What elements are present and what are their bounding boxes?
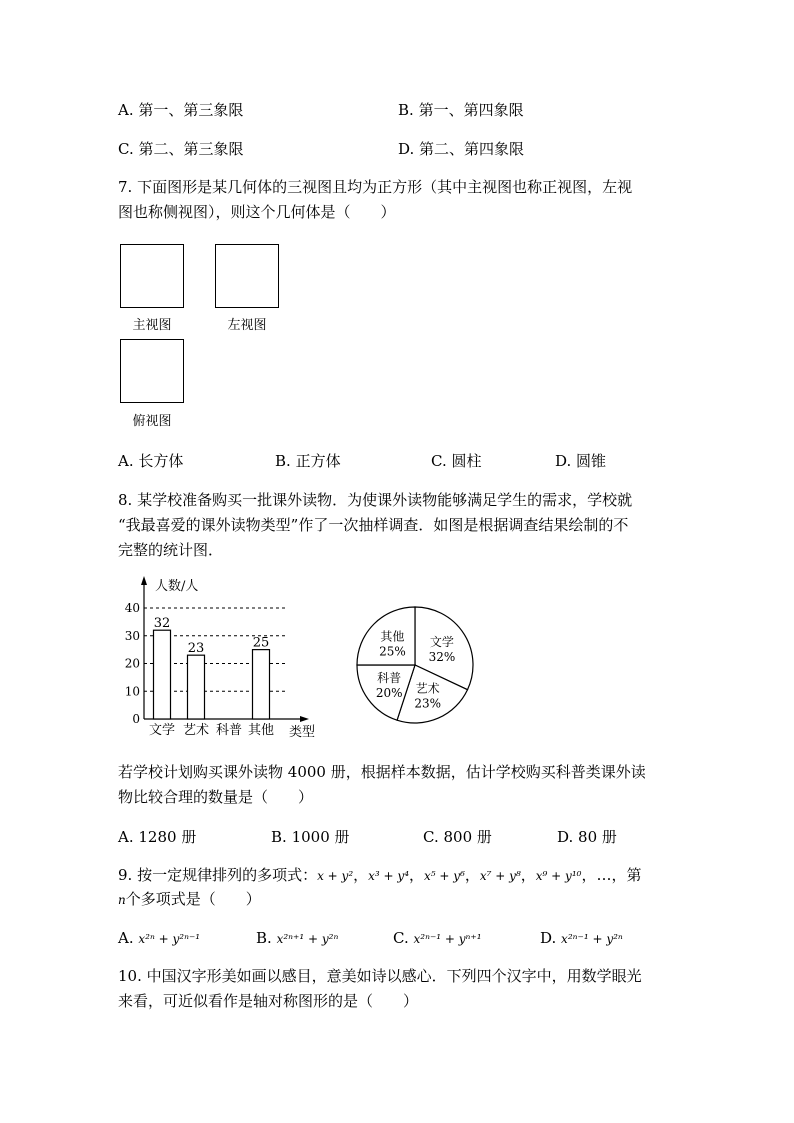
y-axis-label: 人数/人: [155, 579, 199, 594]
q7-option-b: B. 正方体: [275, 452, 341, 470]
pie-slice-name: 其他: [380, 629, 405, 644]
q8-option-d: D. 80 册: [557, 828, 617, 846]
bar-chart: [110, 572, 325, 742]
x-category-label: 科普: [215, 723, 243, 738]
pie-slice-percent: 20%: [375, 685, 403, 700]
x-category-label: 艺术: [182, 723, 210, 738]
front-view-square: [120, 244, 184, 308]
top-view-caption: 俯视图: [132, 414, 172, 429]
q10-stem-line2: 来看，可近似看作是轴对称图形的是（ ）: [118, 992, 419, 1010]
q9-option-b: B. x²ⁿ⁺¹ + y²ⁿ: [256, 929, 339, 947]
pie-slice-name: 艺术: [415, 681, 440, 696]
q9-stem-line2: n个多项式是（ ）: [118, 890, 261, 908]
bar-value-label: 32: [153, 616, 171, 632]
bar-2: [188, 655, 205, 719]
y-tick-label: 0: [132, 712, 140, 726]
q9-term: x⁷ + y⁸: [479, 869, 521, 883]
top-view-square: [120, 339, 184, 403]
x-axis-label: 类型: [289, 725, 316, 740]
x-category-label: 其他: [247, 723, 275, 738]
pie-chart: [350, 600, 480, 730]
pie-slice-percent: 23%: [414, 696, 442, 711]
q8-option-c: C. 800 册: [423, 828, 492, 846]
pie-slice-name: 文学: [429, 634, 454, 649]
y-tick-label: 30: [124, 628, 140, 643]
q7-option-a: A. 长方体: [118, 452, 184, 470]
q9-term: x³ + y⁴: [368, 869, 410, 883]
q10-stem-line1: 10. 中国汉字形美如画以感目，意美如诗以感心．下列四个汉字中，用数学眼光: [118, 967, 642, 985]
y-tick-label: 10: [124, 684, 140, 699]
q9-term: x + y²: [317, 869, 354, 883]
q8-option-a: A. 1280 册: [118, 828, 197, 846]
y-tick-label: 40: [124, 601, 140, 615]
front-view-caption: 主视图: [132, 318, 172, 333]
pie-slice-name: 科普: [377, 670, 402, 685]
bar-value-label: 25: [252, 635, 270, 651]
bar-1: [154, 630, 171, 719]
q6-option-c: C. 第二、第三象限: [118, 140, 244, 158]
q8-stem-line3: 完整的统计图．: [118, 541, 224, 559]
y-tick-label: 20: [124, 656, 140, 671]
q9-option-d: D. x²ⁿ⁻¹ + y²ⁿ: [540, 929, 623, 947]
q8-stem-line2: “我最喜爱的课外读物类型”作了一次抽样调查．如图是根据调查结果绘制的不: [118, 516, 629, 534]
q8-after-line2: 物比较合理的数量是（ ）: [118, 788, 314, 806]
q9-term: x⁹ + y¹⁰: [535, 869, 582, 883]
q9-stem-line1: 9. 按一定规律排列的多项式：x + y²，x³ + y⁴，x⁵ + y⁶，x⁷ + y⁸，x⁹ + y¹⁰，…，第: [118, 866, 642, 884]
q6-option-d: D. 第二、第四象限: [398, 140, 525, 158]
q8-option-b: B. 1000 册: [271, 828, 350, 846]
q8-after-line1: 若学校计划购买课外读物 4000 册，根据样本数据，估计学校购买科普类课外读: [118, 763, 646, 781]
q9-term: x⁵ + y⁶: [424, 869, 465, 883]
q7-stem-line1: 7. 下面图形是某几何体的三视图且均为正方形（其中主视图也称正视图，左视: [118, 178, 633, 196]
bar-value-label: 23: [187, 641, 205, 657]
left-view-caption: 左视图: [227, 318, 267, 333]
pie-slice-percent: 25%: [379, 644, 406, 659]
q7-option-d: D. 圆锥: [555, 452, 607, 470]
left-view-square: [215, 244, 279, 308]
pie-slice-percent: 32%: [428, 649, 456, 664]
bar-4: [253, 650, 270, 719]
x-axis-arrow: [300, 716, 309, 722]
q8-stem-line1: 8. 某学校准备购买一批课外读物．为使课外读物能够满足学生的需求，学校就: [118, 491, 633, 509]
q9-option-a: A. x²ⁿ + y²ⁿ⁻¹: [118, 929, 201, 947]
q9-option-c: C. x²ⁿ⁻¹ + yⁿ⁺¹: [393, 929, 482, 947]
q7-stem-line2: 图也称侧视图），则这个几何体是（ ）: [118, 203, 396, 221]
q6-option-b: B. 第一、第四象限: [398, 101, 524, 119]
x-category-label: 文学: [148, 723, 176, 738]
y-axis-arrow: [141, 576, 147, 585]
q7-option-c: C. 圆柱: [431, 452, 482, 470]
q6-option-a: A. 第一、第三象限: [118, 101, 244, 119]
